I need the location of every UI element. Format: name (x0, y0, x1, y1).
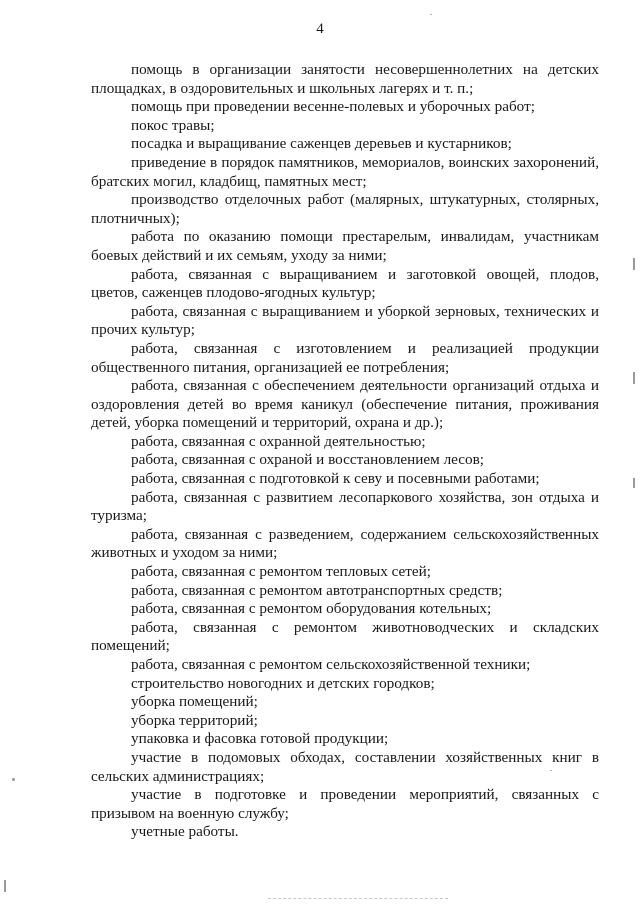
list-item: уборка территорий; (131, 711, 258, 729)
scan-edge-mark (633, 258, 635, 270)
list-item: помощь при проведении весенне-полевых и уборочных работ; (131, 98, 535, 116)
list-item: работа по оказанию помощи престарелым, инвалидам, участникам боевых действий и их семьям, уходу за ними; (91, 228, 599, 264)
list-item: работа, связанная с ремонтом автотранспортных средств; (131, 581, 503, 599)
list-item: работа, связанная с обеспечением деятельности организаций отдыха и оздоровления детей во время каникул (обеспечение питания, проживания детей, уборка помещений и территорий, охрана и др.); (91, 377, 599, 432)
list-item: работа, связанная с ремонтом тепловых сетей; (131, 563, 432, 581)
list-item: участие в подомовых обходах, составлении хозяйственных книг в сельских администрациях; (91, 748, 599, 785)
list-item: участие в подготовке и проведении мероприятий, связанных с призывом на военную службу; (91, 786, 599, 822)
scan-speck (550, 770, 552, 771)
scan-speck (430, 14, 432, 15)
list-item: работа, связанная с выращиванием и заготовкой овощей, плодов, цветов, саженцев плодово-ягодных культур; (91, 265, 599, 302)
list-item: работа, связанная с ремонтом оборудования котельных; (131, 600, 492, 618)
list-item: упаковка и фасовка готовой продукции; (131, 730, 389, 748)
list-item: работа, связанная с подготовкой к севу и посевными работами; (131, 470, 540, 488)
list-item: покос травы; (131, 116, 215, 134)
list-item: работа, связанная с охранной деятельностью; (131, 432, 426, 450)
list-item: работа, связанная с изготовлением и реализацией продукции общественного питания, организацией ее потребления; (91, 339, 599, 376)
list-item: работа, связанная с разведением, содержанием сельскохозяйственных животных и уходом за ними; (91, 525, 599, 562)
list-item: уборка помещений; (131, 693, 258, 711)
list-item: работа, связанная с развитием лесопаркового хозяйства, зон отдыха и туризма; (91, 488, 599, 525)
scan-speck (12, 778, 15, 781)
scan-bottom-line (268, 898, 448, 899)
list-item: работа, связанная с ремонтом сельскохозяйственной техники; (131, 656, 531, 673)
scan-edge-mark (4, 880, 6, 892)
list-item: учетные работы. (131, 823, 239, 841)
list-item: строительство новогодних и детских городков; (131, 674, 435, 692)
list-item: посадка и выращивание саженцев деревьев и кустарников; (131, 135, 512, 153)
scan-edge-mark (633, 478, 635, 488)
list-item: производство отделочных работ (малярных, штукатурных, столярных, плотничных); (91, 191, 599, 227)
list-item: работа, связанная с выращиванием и уборкой зерновых, технических и прочих культур; (91, 302, 599, 339)
list-item: приведение в порядок памятников, мемориалов, воинских захоронений, братских могил, кладбищ, памятных мест; (91, 153, 599, 190)
list-item: работа, связанная с охраной и восстановлением лесов; (131, 451, 485, 469)
document-body (91, 61, 599, 842)
scan-edge-mark (633, 372, 635, 384)
list-item: работа, связанная с ремонтом животноводческих и складских помещений; (91, 618, 599, 655)
page-number: 4 (316, 21, 324, 37)
list-item: помощь в организации занятости несовершеннолетних на детских площадках, в оздоровительных и школьных лагерях и т. п.; (91, 61, 599, 97)
